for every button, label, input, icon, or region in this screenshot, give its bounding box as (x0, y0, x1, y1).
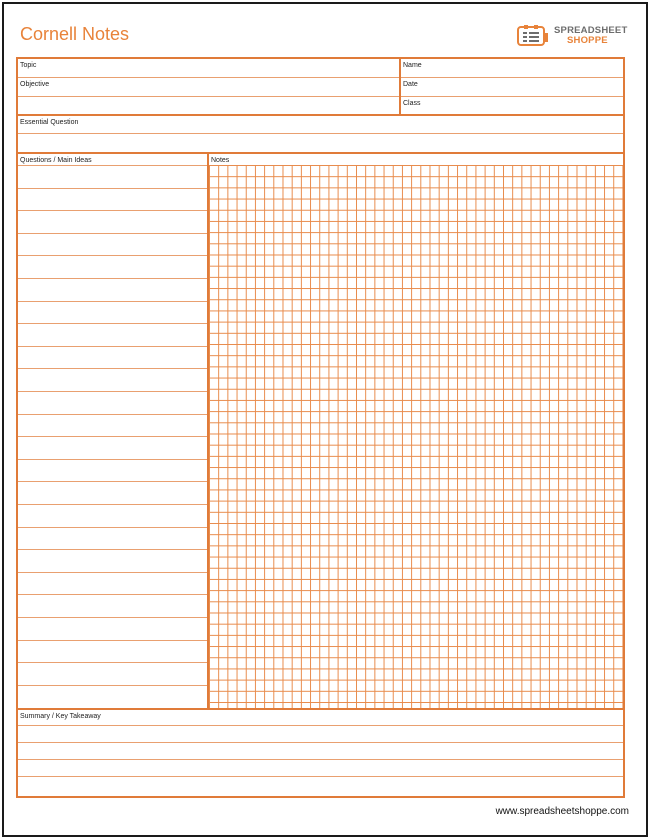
name-label: Name (403, 62, 422, 69)
summary-rule-line (18, 725, 623, 726)
cues-label: Questions / Main Ideas (20, 157, 92, 164)
cue-rule-line (18, 685, 207, 686)
cue-rule-line (18, 414, 207, 415)
summary-rule-line (18, 776, 623, 777)
date-line (401, 96, 623, 97)
name-line (401, 77, 623, 78)
cue-rule-line (18, 504, 207, 505)
cue-rule-line (18, 346, 207, 347)
cue-rule-line (18, 278, 207, 279)
main-notes-section (16, 152, 625, 710)
cue-rule-line (18, 391, 207, 392)
cue-rule-line (18, 165, 207, 166)
logo-wordmark-top: SPREADSHEET (554, 25, 628, 36)
cue-rule-line (18, 323, 207, 324)
cue-rule-line (18, 188, 207, 189)
footer-url: www.spreadsheetshoppe.com (495, 806, 629, 817)
brand-logo (517, 22, 627, 50)
cue-rule-line (18, 594, 207, 595)
objective-line (18, 96, 399, 97)
cue-rule-line (18, 210, 207, 211)
essential-question-section (16, 114, 625, 154)
date-label: Date (403, 81, 418, 88)
class-label: Class (403, 100, 421, 107)
info-section (16, 57, 625, 116)
cue-rule-line (18, 233, 207, 234)
summary-rule-line (18, 742, 623, 743)
cue-rule-line (18, 549, 207, 550)
objective-label: Objective (20, 81, 50, 88)
cue-rule-line (18, 436, 207, 437)
cue-rule-line (18, 368, 207, 369)
info-divider (399, 59, 401, 114)
topic-line (18, 77, 399, 78)
page-title: Cornell Notes (20, 24, 130, 44)
summary-rule-line (18, 759, 623, 760)
summary-section (16, 708, 625, 798)
essential-question-line (18, 133, 623, 134)
cue-rule-line (18, 527, 207, 528)
cue-rule-line (18, 662, 207, 663)
cue-rule-line (18, 459, 207, 460)
cue-rule-line (18, 481, 207, 482)
summary-label: Summary / Key Takeaway (20, 713, 101, 720)
cue-rule-line (18, 617, 207, 618)
cue-rule-line (18, 301, 207, 302)
essential-question-label: Essential Question (20, 119, 79, 126)
topic-label: Topic (20, 62, 37, 69)
logo-wordmark-bottom: SHOPPE (567, 35, 608, 46)
cue-rule-line (18, 572, 207, 573)
notes-grid (209, 165, 623, 708)
cue-rule-line (18, 640, 207, 641)
spreadsheet-logo-icon (517, 24, 549, 48)
notes-label: Notes (211, 157, 230, 164)
cue-rule-line (18, 255, 207, 256)
